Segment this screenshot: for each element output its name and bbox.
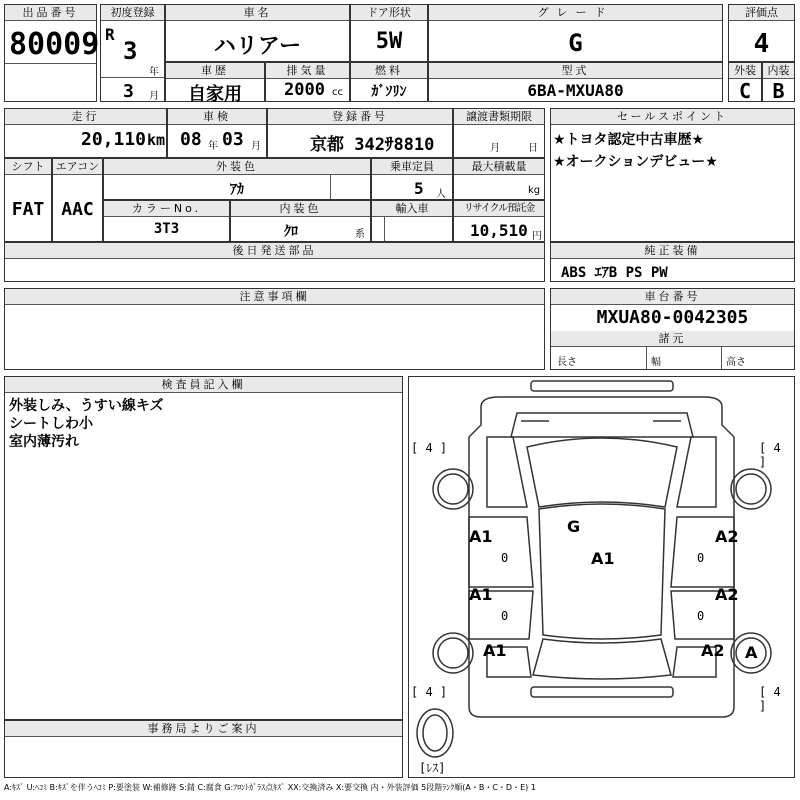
recycle-unit: 円 (532, 231, 542, 242)
grade-box (428, 4, 723, 62)
displacement-value: 2000 (284, 80, 325, 100)
zero-mark-3: 0 (697, 551, 705, 565)
first-reg-label: 初度登録 (101, 5, 164, 21)
capacity-label: 乗車定員 (372, 159, 452, 175)
recycle-value: 10,510 (470, 221, 528, 240)
damage-a1-roof: A1 (591, 549, 615, 568)
history-box (165, 62, 265, 105)
ac-box (52, 158, 103, 242)
plate-box (267, 108, 453, 158)
inspection-box (167, 108, 267, 158)
office-label: 事務局よりご案内 (5, 721, 402, 737)
max-load-box (453, 158, 545, 200)
chassis-label: 車台番号 (551, 289, 794, 305)
damage-a2-right-rear-door: A2 (715, 585, 739, 604)
inspection-year-unit: 年 (208, 141, 218, 152)
exterior-score-value: C (738, 79, 752, 103)
mileage-box (4, 108, 167, 158)
interior-color-value: ｸﾛ (284, 224, 298, 240)
inspector-line-1: 外装しみ、うすい線キズ (9, 398, 164, 414)
grade-value: G (568, 29, 583, 57)
sales-points-box (550, 108, 795, 242)
plate-value: 京都 342ｻ8810 (310, 135, 435, 155)
recycle-box (453, 200, 545, 242)
history-value: 自家用 (188, 84, 242, 105)
max-load-unit: kg (528, 185, 541, 196)
spec-width: 幅 (651, 357, 661, 368)
spec-height: 高さ (726, 357, 746, 368)
import-box (371, 200, 453, 242)
door-value: 5W (375, 29, 403, 54)
damage-a1-left-rear-fender: A1 (483, 641, 507, 660)
interior-score-label: 内装 (763, 63, 794, 79)
displacement-box (265, 62, 350, 102)
lot-label: 出品番号 (5, 5, 96, 21)
score-value: 4 (753, 29, 770, 59)
damage-a1-left-rear-door: A1 (469, 585, 493, 604)
notes-label: 注意事項欄 (5, 289, 544, 305)
model-value: 6BA-MXUA80 (527, 81, 624, 100)
interior-score-box (762, 62, 795, 102)
first-reg-month: 3 (123, 81, 134, 102)
inspector-box (4, 376, 403, 720)
inspection-label: 車検 (168, 109, 266, 125)
model-label: 型式 (429, 63, 722, 79)
recycle-label: リサイクル預託金 (454, 201, 544, 217)
color-no-value: 3T3 (153, 221, 180, 237)
exterior-color-label: 外装色 (104, 159, 370, 175)
mileage-unit: km (147, 131, 166, 149)
sales-point-line-2: ★オークションデビュー★ (553, 154, 718, 170)
interior-color-label: 内装色 (231, 201, 370, 217)
zero-mark-1: 0 (501, 551, 509, 565)
inspection-year: 08 (180, 129, 202, 150)
inspector-line-3: 室内薄汚れ (9, 434, 79, 450)
mileage-label: 走行 (5, 109, 166, 125)
shift-box (4, 158, 52, 242)
transfer-month-unit: 月 (490, 143, 500, 154)
equipment-label: 純正装備 (551, 243, 794, 259)
lot-box (4, 4, 100, 102)
notes-box (4, 288, 545, 370)
grade-label: グレード (429, 5, 722, 21)
interior-color-suffix: 系 (355, 229, 365, 240)
tread-front-right: [ 4 ] (759, 441, 781, 469)
transfer-label: 譲渡書類期限 (454, 109, 544, 125)
tread-rear-left: [ 4 ] (411, 685, 448, 699)
exterior-color-box (103, 158, 371, 200)
later-parts-box (4, 242, 545, 282)
damage-a-rear-right-wheel: A (745, 643, 758, 662)
zero-mark-4: 0 (697, 609, 705, 623)
damage-a2-right-rear-fender: A2 (701, 641, 725, 660)
equipment-box (550, 242, 795, 282)
damage-diagram (408, 376, 795, 778)
history-label: 車歴 (166, 63, 264, 79)
capacity-value: 5 (414, 179, 424, 198)
first-reg-era: R (105, 25, 115, 44)
sales-points-label: セールスポイント (551, 109, 794, 125)
interior-color-box (230, 200, 371, 242)
tread-front-left: [ 4 ] (411, 441, 448, 455)
score-label: 評価点 (729, 5, 794, 21)
equipment-value: ABS ｴｱB PS PW (561, 265, 668, 281)
capacity-box (371, 158, 453, 200)
max-load-label: 最大積載量 (454, 159, 544, 175)
color-no-label: カラーNo. (104, 201, 229, 217)
transfer-box (453, 108, 545, 158)
model-box (428, 62, 723, 102)
first-reg-year: 3 (123, 37, 138, 65)
specs-label: 諸元 (551, 331, 794, 347)
spare-tire-label: [ﾚｽ] (419, 761, 446, 775)
later-parts-label: 後日発送部品 (5, 243, 544, 259)
transfer-day-unit: 日 (528, 143, 538, 154)
door-box (350, 4, 428, 62)
color-no-box (103, 200, 230, 242)
score-box (728, 4, 795, 62)
displacement-unit: cc (332, 87, 343, 98)
exterior-score-box (728, 62, 762, 102)
inspector-line-2: シートしわ小 (9, 416, 93, 432)
damage-a1-left-front-door: A1 (469, 527, 493, 546)
ac-value: AAC (61, 199, 94, 220)
office-box (4, 720, 403, 778)
damage-legend: A:ｷｽﾞ U:ﾍｺﾐ B:ｷｽﾞを伴うﾍｺﾐ P:要塗装 W:補修跡 S:錆 C:腐食 G:ﾌﾛﾝﾄｶﾞﾗｽ点ｷｽﾞ XX:交換済み X:要交換 内・外装評価 5段階ﾗﾝｸ順(A・B・C・D・E) 1 (4, 783, 536, 792)
shift-label: シフト (5, 159, 51, 175)
exterior-score-label: 外装 (729, 63, 761, 79)
sales-point-line-1: ★トヨタ認定中古車歴★ (553, 132, 705, 148)
lot-number: 80009 (9, 27, 100, 62)
damage-g-windshield: G (567, 517, 581, 536)
inspector-label: 検査員記入欄 (5, 377, 402, 393)
tread-rear-right: [ 4 ] (759, 685, 781, 713)
zero-mark-2: 0 (501, 609, 509, 623)
car-name-box (165, 4, 350, 62)
car-outline (409, 377, 794, 777)
exterior-color-value: ｱｶ (230, 182, 244, 198)
shift-value: FAT (11, 199, 45, 220)
inspection-month: 03 (222, 129, 244, 150)
chassis-box (550, 288, 795, 370)
spec-length: 長さ (557, 357, 577, 368)
fuel-label: 燃料 (351, 63, 427, 79)
capacity-unit: 人 (436, 189, 446, 200)
first-reg-month-unit: 月 (149, 91, 159, 102)
import-label: 輸入車 (372, 201, 452, 217)
interior-score-value: B (772, 79, 785, 103)
door-label: ドア形状 (351, 5, 427, 21)
chassis-value: MXUA80-0042305 (596, 307, 749, 328)
car-name-label: 車名 (166, 5, 349, 21)
first-reg-year-unit: 年 (149, 67, 159, 78)
plate-label: 登録番号 (268, 109, 452, 125)
car-name: ハリアー (213, 34, 302, 59)
inspection-month-unit: 月 (251, 141, 261, 152)
fuel-value: ｶﾞｿﾘﾝ (371, 84, 407, 100)
displacement-label: 排気量 (266, 63, 349, 79)
first-reg-box (100, 4, 165, 102)
damage-a2-right-front-door: A2 (715, 527, 739, 546)
mileage-value: 20,110 (81, 129, 147, 150)
fuel-box (350, 62, 428, 102)
ac-label: エアコン (53, 159, 102, 175)
